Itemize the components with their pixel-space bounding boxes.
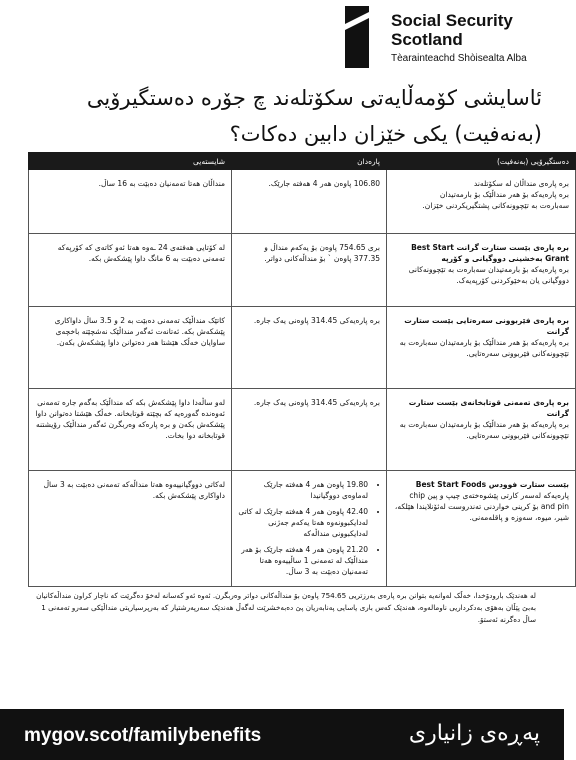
list-item: • 21.20 پاوەن هەر 4 هەفتە جارێک بۆ هەر منداڵێک لە تەمەنی 1 ساڵییەوە هەتا تەمەنیان دەبێت بە 3 ساڵ. bbox=[238, 544, 368, 577]
benefit-cell bbox=[387, 307, 576, 389]
benefit-title: برە پارەی بێست ستارت گرانت Best Start Grant بەخشینی دووگیانی و کۆرپە bbox=[411, 243, 569, 263]
benefit-cell bbox=[387, 389, 576, 471]
header-benefit: دەستگیرۆیی (بەنەفیت) bbox=[387, 153, 576, 170]
benefit-desc: برە پارەیەکە بۆ هەر منداڵێک بۆ بارمەتیدان سەبارەت بە تێچوونەکانی فێربوونی سەرەتایی. bbox=[399, 420, 569, 440]
eligibility-cell: منداڵان هەتا تەمەنیان دەبێت بە 16 ساڵ. bbox=[29, 170, 232, 234]
benefits-table bbox=[28, 152, 576, 587]
eligibility-cell: لەکاتی دووگیانییەوە هەتا منداڵەکە تەمەنی دەبێت بە 3 ساڵ داواکاری پێشکەش بکە. bbox=[29, 471, 232, 587]
social-security-scotland-logo bbox=[343, 6, 558, 70]
eligibility-cell: لە کۆتایی هەفتەی 24 ـەوە هەتا ئەو کاتەی کە کۆرپەکە تەمەنی دەبێت بە 6 مانگ داوا پێشکەش بکە. bbox=[29, 234, 232, 307]
footer-bar bbox=[0, 709, 564, 760]
payment-list bbox=[238, 479, 380, 577]
payment-cell: برە پارەیەکی 314.45 پاوەنی یەک جارە. bbox=[232, 389, 387, 471]
eligibility-cell: لەو ساڵەدا داوا پێشکەش بکە کە منداڵێک بەگەم جارە تەمەنی ئەوەندە گەورەیە کە بچێتە قوتابخانە. خەڵک هێشتا دەتوانن داوا پێشکەش بکەن و برە پارەکە وەربگرن ئەگەر منداڵێک رۆیشتنە قوتابخانە دوا بخات. bbox=[29, 389, 232, 471]
family-benefits-link[interactable]: mygov.scot/familybenefits bbox=[24, 725, 262, 746]
header-eligibility: شایستەیی bbox=[29, 153, 232, 170]
table-row bbox=[29, 471, 576, 587]
benefit-title: بێست ستارت فوودس Best Start Foods bbox=[415, 480, 569, 489]
payment-cell: برە پارەیەکی 314.45 پاوەنی یەک جارە. bbox=[232, 307, 387, 389]
benefit-desc: برە پارەیەکە بۆ بارمەتیدان سەبارەت بە تێچوونەکانی دووگیانی یان بەخێوکردنی کۆرپەیەک. bbox=[408, 265, 569, 285]
page-title: ئاسایشی کۆمەڵایەتی سکۆتلەند چ جۆرە دەستگیرۆیی (بەنەفیت) یکی خێزان دابین دەکات؟ bbox=[86, 86, 542, 146]
footnote: لە هەندێک بارودۆخدا، خەڵک لەوانەیە بتوانن برە پارەی بەرزتریی 754.65 پاوەن بۆ منداڵەکانی دواتر وەربگرن. ئەوە ئەو کەسانە لەخۆ دەگرێت کە ناچار کراون منداڵەکانیان بەبێ پێڵان بەهۆی بەدکرداریی ناومالەوە، هەندێک کەس باری یاسایی پەنابەریان پێ دەبەخشرێت لەگەڵ هەندێک سەرپەرشتیار کە بەرپرسیاریتی منداڵێکی سەرو تەمەنی 1 ساڵ دەگرنە ئەستۆ. bbox=[36, 591, 536, 624]
payment-cell: 106.80 پاوەن هەر 4 هەفتە جارێک. bbox=[232, 170, 387, 234]
list-item: • 19.80 پاوەن هەر 4 هەفتە جارێک لەماوەی دووگیانیدا bbox=[238, 479, 368, 501]
payment-cell bbox=[232, 471, 387, 587]
header-payment: پارەدان bbox=[232, 153, 387, 170]
benefit-cell bbox=[387, 170, 576, 234]
table-row bbox=[29, 307, 576, 389]
benefit-cell bbox=[387, 471, 576, 587]
benefit-cell bbox=[387, 234, 576, 307]
payment-cell: بری 754.65 پاوەن بۆ یەکەم منداڵ و 377.35 پاوەن ` بۆ منداڵەکانی دواتر. bbox=[232, 234, 387, 307]
list-item: • 42.40 پاوەن هەر 4 هەفتە جارێک لە کاتی لەدایکبوونەوە هەتا یەکەم جەژنی لەدایکبوونی منداڵەکە bbox=[238, 506, 368, 539]
logo-mark-icon bbox=[345, 6, 369, 68]
logo-line-1: Social Security bbox=[391, 11, 513, 30]
benefit-title: برە پارەی فێربوونی سەرەتایی بێست ستارت گرانت bbox=[404, 316, 569, 336]
logo-line-3: Tèarainteachd Shòisealta Alba bbox=[391, 53, 527, 64]
table-header-row bbox=[29, 153, 576, 170]
eligibility-cell: کاتێک منداڵێک تەمەنی دەبێت بە 2 و 3.5 ساڵ داواکاری پێشکەش بکە. ئەتانەت ئەگەر منداڵێک نەشچێتە باخچەی ساوایان خەڵک هێشتا هەر دەتوانن داوا پێشکەش بکەن. bbox=[29, 307, 232, 389]
benefit-desc: پارەیەکە لەسەر کارتی پێشوەختەی چیپ و پین chip and pin بۆ کرینی خواردنی تەندروست لەئۆنلایندا هێلکە، شیر، میوە، سەوزە و پاقلەمەنی. bbox=[394, 491, 569, 522]
benefit-desc: برە پارەی منداڵان لە سکۆتلەند برە پارەیەکە بۆ هەر منداڵێک بۆ بارمەتیدان سەبارەت بە تێچوونەکانی پشتگیریکردنی خێزان. bbox=[422, 179, 569, 210]
table-row bbox=[29, 170, 576, 234]
table-row bbox=[29, 234, 576, 307]
table-row bbox=[29, 389, 576, 471]
logo-line-2: Scotland bbox=[391, 30, 463, 49]
benefit-title: برە پارەی تەمەنی قوتابخانەی بێست ستارت گرانت bbox=[408, 398, 569, 418]
benefit-desc: برە پارەیەکە بۆ هەر منداڵێک بۆ بارمەتیدان سەبارەت بە تێچوونەکانی فێربوونی سەرەتایی. bbox=[399, 338, 569, 358]
more-info-label: پەڕەی زانیاری bbox=[408, 721, 540, 746]
